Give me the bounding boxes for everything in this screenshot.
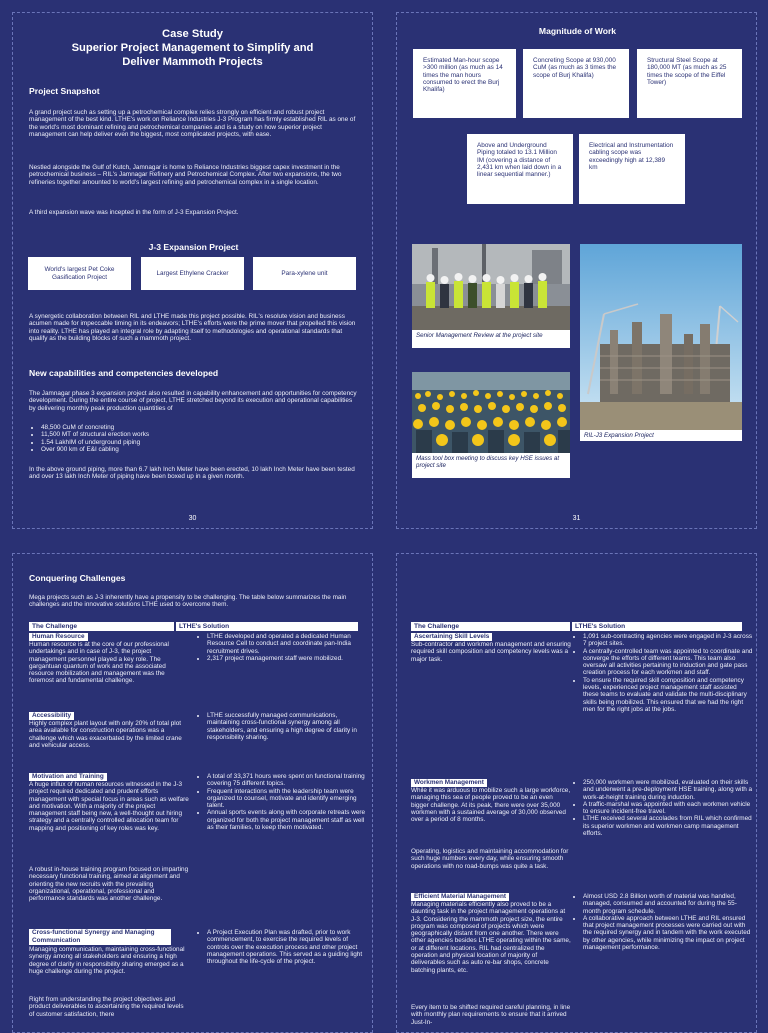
challenge-tag-motivation-training: Motivation and Training [29, 773, 107, 781]
challenge-tag-workmen-management: Workmen Management [411, 779, 487, 787]
magnitude-of-work-heading: Magnitude of Work [538, 26, 617, 36]
fact-concreting: Concreting Scope at 930,000 CuM (as much as 3 times the scope of Burj Khalifa) [523, 49, 629, 118]
list-item: • 250,000 workmen were mobilized, evaluated on their skills and underwent a pre-deployment HSE training, along with a work-at-height training during induction. [583, 779, 753, 801]
page-31 [396, 12, 757, 529]
caption-expansion-project: RIL-J3 Expansion Project [580, 430, 742, 441]
case-study-title [13, 27, 372, 69]
solution-list-workmen-management [572, 779, 753, 837]
challenge-text-project-objectives: Right from understanding the project objectives and product deliverables to ascertaining the required levels of customer satisfaction, there [29, 996, 184, 1018]
list-item: • 48,500 CuM of concreting [41, 424, 361, 431]
page-number: 30 [188, 515, 197, 522]
list-item: • Over 900 km of E&I cabling [41, 446, 361, 453]
solution-list-motivation-training [196, 773, 369, 831]
challenge-text-cross-functional-synergy: Managing communication, maintaining cross-functional synergy among all stakeholders and ensuring a high degree of clarity in responsibility sharing emerged as a huge challenge during the project. [29, 946, 185, 975]
challenge-text-logistics: Operating, logistics and maintaining accommodation for such huge numbers every day, while ensuring smooth operations with no road-bumps was quite a task. [411, 848, 569, 870]
list-item: • LTHE successfully managed communications, maintaining cross-functional synergy among all stakeholders, and ensuring a high degree of clarity in responsibility sharing. [207, 712, 369, 741]
j3-box-pet-coke: World's largest Pet Coke Gasification Project [28, 257, 131, 290]
j3-box-ethylene-cracker: Largest Ethylene Cracker [141, 257, 244, 290]
management-review-image [412, 244, 570, 330]
challenge-text-training-program: A robust in-house training program focused on imparting necessary functional training, aimed at alignment and orienting the new recruits with the prevailing organizational, operational, professional and performance standards was another challenge. [29, 866, 189, 903]
capabilities-paragraph: The Jamnagar phase 3 expansion project also resulted in capability enhancement and opportunities for competency development. During the entire course of project, LTHE stretched beyond its execution and operational capabilities by delivering monthly peak production quantities of [29, 390, 357, 412]
challenges-intro: Mega projects such as J-3 inherently have a propensity to be challenging. The table below summarizes the main challenges and the innovative solutions LTHE used to overcome them. [29, 594, 347, 609]
page-33 [396, 553, 757, 1033]
snapshot-paragraph-1: A grand project such as setting up a petrochemical complex relies strongly on efficient and robust project management of the best kind. LTHE's work on Reliance Industries J-3 Program has firmly established RIL as one of the world's most dominant refining and petrochemical companies and is a study on how superior project management can help deliver even the biggest, most complicated projects, with ease. [29, 109, 356, 138]
challenge-tag-accessibility: Accessibility [29, 712, 74, 720]
challenge-text-skill-levels: Sub-contractor and workmen management and ensuring required skill composition and competency levels was a major task. [411, 641, 571, 663]
title-line-2: Deliver Mammoth Projects [122, 56, 263, 68]
list-item: • A collaborative approach between LTHE and RIL ensured that project management processes were carried out with the required synergy and in tandem with the work executed by other agencies, while minimizing the impact on project management performance. [583, 915, 753, 951]
list-item: • Almost USD 2.8 Billion worth of material was handled, managed, consumed and accounted for during the 55-month program schedule. [583, 893, 753, 915]
list-item: • 1.54 LakhIM of underground piping [41, 439, 361, 446]
solution-list-cross-functional-synergy [196, 929, 369, 965]
photo-mass-tool-box-meeting [412, 372, 570, 453]
solution-list-skill-levels [572, 633, 753, 713]
solution-list-accessibility [196, 712, 369, 741]
fact-cabling: Electrical and Instrumentation cabling scope was exceedingly high at 12,389 km [579, 134, 685, 204]
challenge-text-accessibility: Highly complex plant layout with only 20% of total plot area available for construction operations was a challenge which was exacerbated by the limited crane and vehicular access. [29, 720, 182, 749]
production-quantities-list [29, 424, 361, 454]
list-item: • Frequent interactions with the leadership team were organized to counsel, motivate and identify emerging talent. [207, 788, 369, 810]
project-snapshot-heading: Project Snapshot [29, 86, 100, 96]
list-item: • A traffic-marshal was appointed with each workmen vehicle to ensure incident-free travel. [583, 801, 753, 816]
caption-tool-box-meeting: Mass tool box meeting to discuss key HSE issues at project site [412, 453, 570, 478]
piping-paragraph: In the above ground piping, more than 6.7 lakh Inch Meter have been erected, 10 lakh Inch Meter have been tested and over 13 lakh Inch Meter of piping have been boxed up in a given month. [29, 466, 355, 481]
page-30 [12, 12, 373, 529]
conquering-challenges-heading: Conquering Challenges [29, 573, 126, 583]
challenge-tag-skill-levels: Ascertaining Skill Levels [411, 633, 492, 641]
list-item: • LTHE developed and operated a dedicated Human Resource Cell to conduct and coordinate pan-India recruitment drives. [207, 633, 369, 655]
list-item: • To ensure the required skill composition and competency levels, experienced project management staff assisted these teams to evaluate and validate the multi-disciplinary skills being mobilized. This ensured that we had the right men for the right jobs at the jobs. [583, 677, 753, 713]
page-number: 31 [572, 515, 581, 522]
list-item: • 1,091 sub-contracting agencies were engaged in J-3 across 7 project sites. [583, 633, 753, 648]
solution-list-human-resource [196, 633, 369, 662]
list-item: • 2,317 project management staff were mobilized. [207, 655, 369, 662]
challenge-text-planning: Every item to be shifted required careful planning, in line with monthly plan requirements to ensure that it arrived Just-In- [411, 1004, 571, 1026]
column-header-challenge: The Challenge [29, 622, 174, 631]
column-header-solution: LTHE's Solution [176, 622, 358, 631]
column-header-solution: LTHE's Solution [572, 622, 742, 631]
photo-ril-j3-expansion [580, 244, 742, 430]
fact-piping: Above and Underground Piping totaled to 13.1 Million IM (covering a distance of 2,431 km when laid down in a linear sequential manner.) [467, 134, 573, 204]
case-study-kicker: Case Study [162, 28, 223, 40]
tool-box-meeting-image [412, 372, 570, 453]
list-item: • LTHE received several accolades from RIL which confirmed its superior workmen and workmen camp management efforts. [583, 815, 753, 837]
challenge-tag-material-management: Efficient Material Management [411, 893, 509, 901]
capabilities-heading: New capabilities and competencies developed [29, 368, 219, 378]
fact-structural-steel: Structural Steel Scope at 180,000 MT (as much as 25 times the scope of the Eiffel Tower) [637, 49, 742, 118]
snapshot-paragraph-2: Nestled alongside the Gulf of Kutch, Jamnagar is home to Reliance Industries biggest capex investment in the petrochemical business – RIL's Jamnagar Refinery and Petrochemical Complex. After two expansions, the two refineries together amounted to world's largest refining and petrochemical complex in a single location. [29, 164, 342, 186]
j3-box-para-xylene: Para-xylene unit [253, 257, 356, 290]
challenge-text-motivation-training: A huge influx of human resources witnessed in the J-3 project required dedicated and prudent efforts management with special focus in areas such as welfare and motivation. With a majority of the project management staff being new, a well-thought out hiring strategy and a centrally controlled allocation team for mapping and positioning of key roles was key. [29, 781, 189, 832]
challenge-tag-human-resource: Human Resource [29, 633, 88, 641]
synergy-paragraph: A synergetic collaboration between RIL and LTHE made this project possible. RIL's resolute vision and business acumen made for impeccable timing in its endeavors; LTHE's efforts were the prime mover that propelled this vision into reality. LTHE has played an integral role by adapting itself to methodologies and operational standards that qualify as the building blocks of such a mammoth project. [29, 313, 356, 342]
caption-management-review: Senior Management Review at the project site [412, 330, 570, 348]
challenge-text-human-resource: Human resource is at the core of our professional undertakings and in case of J-3, the project management personnel played a key role. The gargantuan quantum of work and the associated resource mobilization and management was the foremost and fundamental challenge. [29, 641, 169, 685]
list-item: • Annual sports events along with corporate retreats were organized for both the project management staff as well as their families, to keep them motivated. [207, 809, 369, 831]
challenge-tag-cross-functional-synergy: Cross-functional Synergy and Managing Communication [29, 929, 171, 945]
challenge-text-material-management: Managing materials efficiently also proved to be a daunting task in the project management operations at J-3. Considering the mammoth project size, the entire program was composed of projects which were geographically distant from one another. There were other agencies besides LTHE operating within the same, or at different locations. RIL had centralized the operation and physical location of majority of deliverables such as auto re-bar shops, concrete batching plants, etc. [411, 901, 571, 974]
list-item: • A centrally-controlled team was appointed to coordinate and converge the efforts of different teams. This team also oversaw all activities pertaining to induction and gate pass creation process for each workmen and staff. [583, 648, 753, 677]
challenge-text-workmen-management: While it was arduous to mobilize such a large workforce, managing this sea of people proved to be an even bigger challenge. At its peak, there were over 35,000 workmen with a sustained average of 30,000 observed over a period of 8 months. [411, 787, 571, 824]
list-item: • A total of 33,371 hours were spent on functional training covering 75 different topics. [207, 773, 369, 788]
snapshot-paragraph-3: A third expansion wave was incepted in the form of J-3 Expansion Project. [29, 209, 239, 216]
page-32 [12, 553, 373, 1033]
column-header-challenge: The Challenge [411, 622, 570, 631]
j3-expansion-heading: J-3 Expansion Project [148, 242, 239, 252]
list-item: • 11,500 MT of structural erection works [41, 431, 361, 438]
list-item: • A Project Execution Plan was drafted, prior to work commencement, to exercise the required levels of controls over the execution process and other project management operations. This served as a guiding light throughout the life-cycle of the project. [207, 929, 369, 965]
fact-man-hours: Estimated Man-hour scope >300 million (as much as 14 times the man hours consumed to erect the Burj Khalifa) [413, 49, 516, 118]
solution-list-material-management [572, 893, 753, 951]
photo-senior-management-review [412, 244, 570, 330]
expansion-project-image [580, 244, 742, 430]
title-line-1: Superior Project Management to Simplify and [71, 42, 314, 54]
